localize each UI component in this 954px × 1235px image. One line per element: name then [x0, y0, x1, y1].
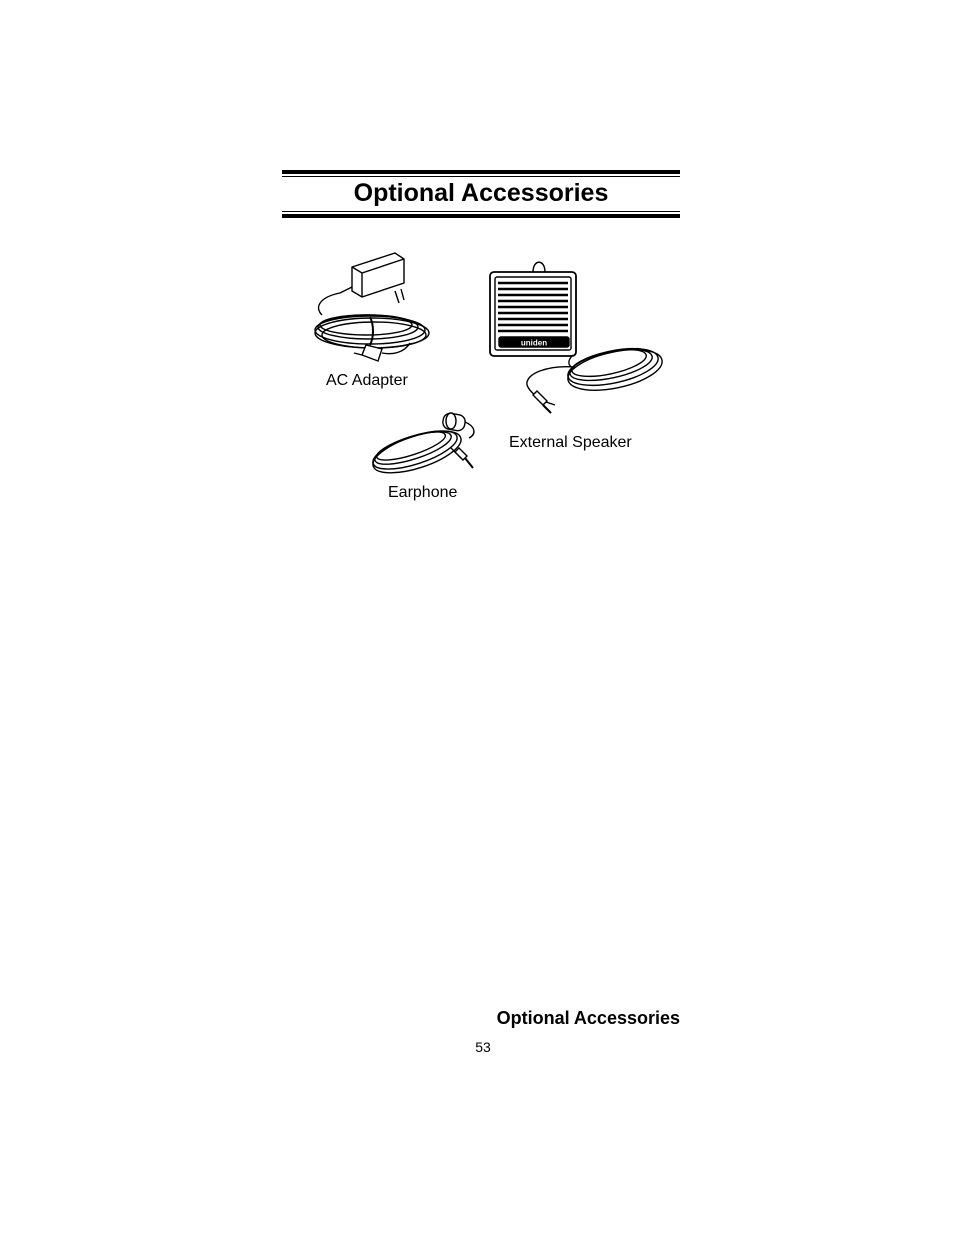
title-bottom-rule-thick: [282, 214, 680, 218]
footer-section-title: Optional Accessories: [496, 1008, 680, 1028]
earphone-icon: [365, 408, 490, 480]
page-title: Optional Accessories: [353, 179, 609, 207]
title-top-rule-thick: [282, 170, 680, 174]
speaker-brand-logo: uniden: [520, 338, 548, 348]
page-number: 53: [475, 1039, 491, 1055]
external-speaker-label: External Speaker: [509, 434, 632, 451]
external-speaker-icon: [485, 255, 665, 420]
ac-adapter-icon: [300, 245, 440, 375]
ac-adapter-label: AC Adapter: [326, 372, 408, 389]
title-bottom-rule-thin: [282, 211, 680, 212]
earphone-label: Earphone: [388, 484, 458, 501]
